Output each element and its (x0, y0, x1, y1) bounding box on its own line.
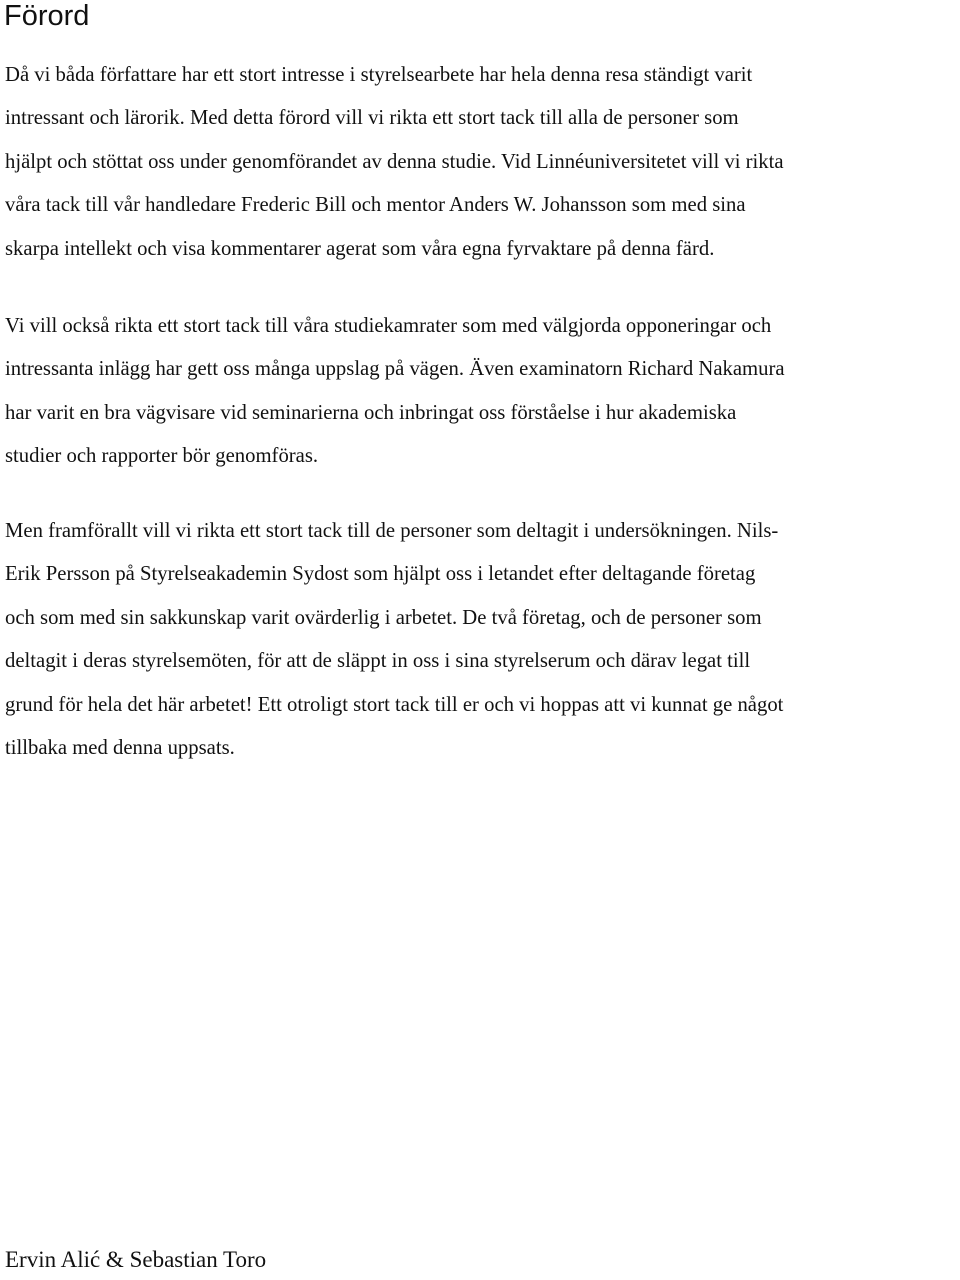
paragraph-line: intressanta inlägg har gett oss många uppslag på vägen. Även examinatorn Richard Nakamura (5, 358, 785, 381)
author-signature: Ervin Alić & Sebastian Toro (5, 1247, 267, 1272)
paragraph-line: tillbaka med denna uppsats. (5, 737, 235, 760)
paragraph-1 (5, 54, 953, 271)
paragraph-line: Vi vill också rikta ett stort tack till våra studiekamrater som med välgjorda opponeringar och (5, 315, 772, 337)
paragraph-line: skarpa intellekt och visa kommentarer agerat som våra egna fyrvaktare på denna färd. (5, 237, 715, 260)
paragraph-line: grund för hela det här arbetet! Ett otroligt stort tack till er och vi hoppas att vi kunnat ge något (5, 693, 784, 716)
paragraph-line: våra tack till vår handledare Frederic Bill och mentor Anders W. Johansson som med sina (5, 194, 746, 217)
paragraph-2 (5, 305, 953, 479)
page-title: Förord (4, 0, 90, 32)
paragraph-line: Då vi båda författare har ett stort intresse i styrelsearbete har hela denna resa ständigt varit (5, 64, 753, 86)
paragraph-line: intressant och lärorik. Med detta förord vill vi rikta ett stort tack till alla de personer som (5, 107, 739, 130)
paragraph-line: har varit en bra vägvisare vid seminarierna och inbringat oss förståelse i hur akademiska (5, 401, 737, 424)
paragraph-line: hjälpt och stöttat oss under genomförandet av denna studie. Vid Linnéuniversitetet vill vi rikta (5, 150, 784, 173)
paragraph-3 (5, 510, 953, 770)
paragraph-line: Erik Persson på Styrelseakademin Sydost som hjälpt oss i letandet efter deltagande företag (5, 563, 756, 586)
paragraph-line: och som med sin sakkunskap varit ovärderlig i arbetet. De två företag, och de personer som (5, 606, 762, 629)
paragraph-line: Men framförallt vill vi rikta ett stort tack till de personer som deltagit i undersökningen. Nils- (5, 520, 779, 542)
paragraph-line: deltagit i deras styrelsemöten, för att de släppt in oss i sina styrelserum och därav legat till (5, 650, 751, 673)
paragraph-line: studier och rapporter bör genomföras. (5, 445, 319, 468)
